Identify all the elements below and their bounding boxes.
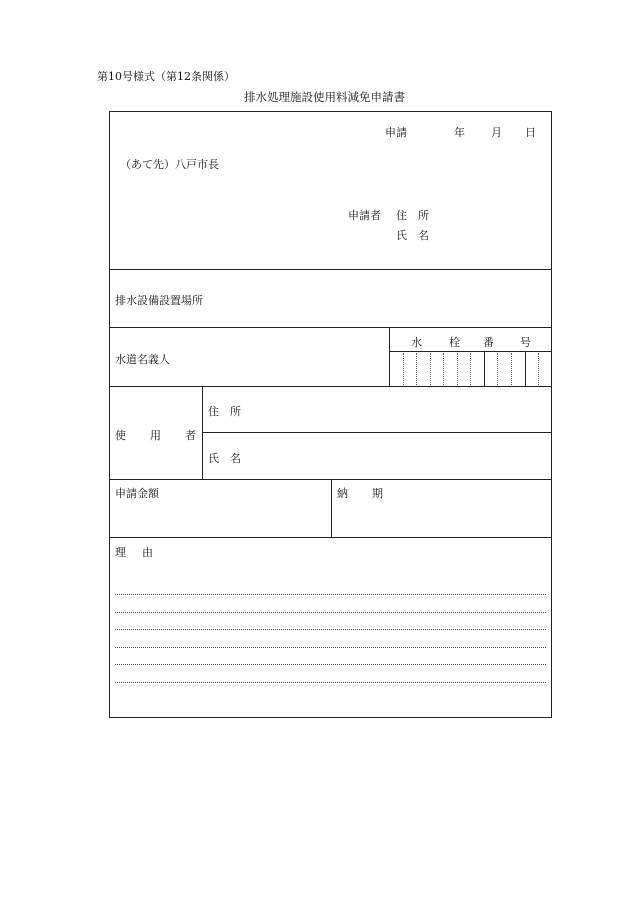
reason-line: [115, 647, 546, 648]
addressee: （あて先）八戸市長: [120, 158, 219, 171]
application-label: 申請: [385, 126, 407, 139]
hydrant-group-divider: [484, 351, 485, 386]
hydrant-cell-divider: [470, 353, 471, 385]
hydrant-char-4: 号: [520, 336, 531, 349]
form-frame: [109, 111, 552, 718]
hydrant-header-divider: [389, 351, 552, 352]
amount-label: 申請金額: [115, 487, 159, 500]
hydrant-cell-divider: [511, 353, 512, 385]
hydrant-group-divider: [525, 351, 526, 386]
page-title: 排水処理施設使用料減免申請書: [244, 90, 405, 104]
reason-char-1: 理: [115, 546, 126, 559]
user-name-label: 氏 名: [208, 452, 241, 465]
user-char-2: 用: [150, 429, 161, 442]
reason-line: [115, 664, 546, 665]
reason-line: [115, 629, 546, 630]
hydrant-cell-divider: [430, 353, 431, 385]
divider-header: [109, 269, 552, 270]
year-label: 年: [454, 126, 465, 139]
applicant-address-label: 住 所: [396, 209, 429, 222]
hydrant-cell-divider: [497, 353, 498, 385]
divider-account: [109, 386, 552, 387]
user-char-1: 使: [115, 429, 126, 442]
deadline-char-2: 期: [372, 487, 383, 500]
hydrant-char-3: 番: [483, 336, 494, 349]
hydrant-char-1: 水: [411, 336, 422, 349]
reason-line: [115, 612, 546, 613]
deadline-char-1: 納: [337, 487, 348, 500]
water-account-holder-label: 水道名義人: [115, 353, 170, 366]
drainage-location-label: 排水設備設置場所: [115, 294, 203, 307]
divider-amount: [109, 537, 552, 538]
user-char-3: 者: [185, 429, 196, 442]
applicant-label: 申請者: [348, 209, 381, 222]
amount-border: [331, 479, 332, 537]
day-label: 日: [525, 126, 536, 139]
reason-line: [115, 682, 546, 683]
hydrant-left-border: [389, 327, 390, 386]
hydrant-cell-divider: [457, 353, 458, 385]
hydrant-cell-divider: [443, 353, 444, 385]
divider-location: [109, 327, 552, 328]
month-label: 月: [491, 126, 502, 139]
hydrant-cell-divider: [403, 353, 404, 385]
hydrant-cell-divider: [416, 353, 417, 385]
hydrant-cell-divider: [538, 353, 539, 385]
reason-line: [115, 594, 546, 595]
applicant-name-label: 氏 名: [396, 229, 429, 242]
user-address-label: 住 所: [208, 405, 241, 418]
reason-char-2: 由: [142, 546, 153, 559]
form-number: 第10号様式（第12条関係）: [97, 70, 235, 83]
hydrant-char-2: 栓: [449, 336, 460, 349]
divider-user-inner: [202, 432, 552, 433]
